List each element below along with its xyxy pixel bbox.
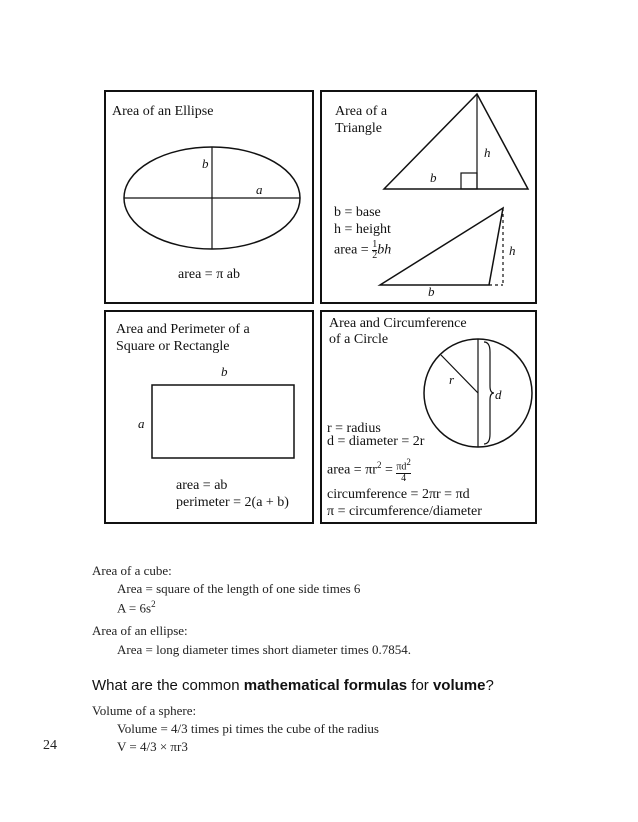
triangle-formula: [334, 240, 391, 261]
triangle-def-b: b = base: [334, 205, 381, 220]
circle-def-r: r = radius: [327, 421, 381, 436]
cube-line2: [117, 599, 156, 616]
rectangle-shape: [152, 385, 294, 458]
rectangle-area: area = ab: [176, 478, 228, 493]
triangle-shape: [384, 94, 528, 189]
ellipse-label-b: b: [202, 156, 209, 171]
circle-area-num-exp: 2: [406, 457, 411, 468]
triangle-formula-prefix: area =: [334, 242, 369, 258]
triangle-formula-den: 2: [372, 250, 378, 261]
question-prefix: What are the common: [92, 677, 244, 694]
question-bold2: volume: [432, 677, 486, 694]
sphere-line2: V = 4/3 × πr3: [117, 739, 188, 754]
obtuse-label-b: b: [428, 284, 435, 299]
question-mid: for: [407, 677, 433, 694]
triangle-def-h: h = height: [334, 222, 391, 237]
diameter-brace: [484, 342, 494, 444]
cube-heading: Area of a cube:: [92, 563, 172, 578]
triangle-label-h: h: [484, 145, 491, 160]
ellipse-label-a: a: [256, 182, 263, 197]
triangle-formula-num: 1: [372, 239, 378, 250]
circle-title-line1: Area and Circumference: [329, 316, 467, 331]
rectangle-label-b: b: [221, 364, 228, 379]
circle-area-eq: =: [381, 462, 397, 478]
obtuse-triangle-shape: [380, 208, 503, 285]
page-number: 24: [43, 738, 57, 753]
ellipse-line1: Area = long diameter times short diameter times 0.7854.: [117, 642, 411, 657]
cube-formula: A = 6s: [117, 600, 152, 616]
circle-area-exp: 2: [376, 460, 382, 470]
triangle-formula-suffix: bh: [377, 242, 392, 258]
ellipse-formula: area = π ab: [178, 267, 240, 282]
circle-area-prefix: area = πr: [327, 462, 377, 478]
right-angle-marker: [461, 173, 477, 189]
circle-radius: [441, 355, 478, 393]
circle-area-fraction: [396, 457, 411, 483]
triangle-title-line1: Area of a: [335, 104, 388, 119]
question-suffix: ?: [485, 677, 494, 694]
rectangle-title-line2: Square or Rectangle: [116, 339, 230, 354]
rectangle-title-line1: Area and Perimeter of a: [116, 322, 250, 337]
cube-line1: Area = square of the length of one side times 6: [117, 581, 361, 596]
sphere-heading: Volume of a sphere:: [92, 703, 197, 718]
volume-question-heading: [92, 677, 494, 694]
circle-title-line2: of a Circle: [329, 332, 389, 347]
circle-area-num: πd: [396, 461, 407, 473]
circle-circumference: circumference = 2πr = πd: [327, 487, 470, 502]
triangle-title-line2: Triangle: [335, 121, 382, 136]
circle-def-d: d = diameter = 2r: [327, 434, 425, 449]
circle-area-formula: [327, 457, 411, 484]
cube-formula-exp: 2: [151, 599, 156, 609]
sphere-line1: Volume = 4/3 times pi times the cube of the radius: [117, 721, 379, 736]
triangle-label-b: b: [430, 170, 437, 185]
ellipse-heading: Area of an ellipse:: [92, 623, 188, 638]
circle-area-num-wrap: [396, 457, 411, 473]
circle-area-den: 4: [401, 472, 407, 484]
circle-pi-def: π = circumference/diameter: [327, 504, 482, 519]
figure-drawing: [104, 90, 538, 524]
rectangle-label-a: a: [138, 416, 145, 431]
rectangle-perimeter: perimeter = 2(a + b): [176, 495, 289, 510]
ellipse-title: Area of an Ellipse: [112, 104, 214, 119]
formula-figure: [104, 90, 538, 524]
question-bold1: mathematical formulas: [243, 677, 408, 694]
circle-label-r: r: [449, 372, 455, 387]
obtuse-label-h: h: [509, 243, 516, 258]
circle-label-d: d: [495, 387, 502, 402]
